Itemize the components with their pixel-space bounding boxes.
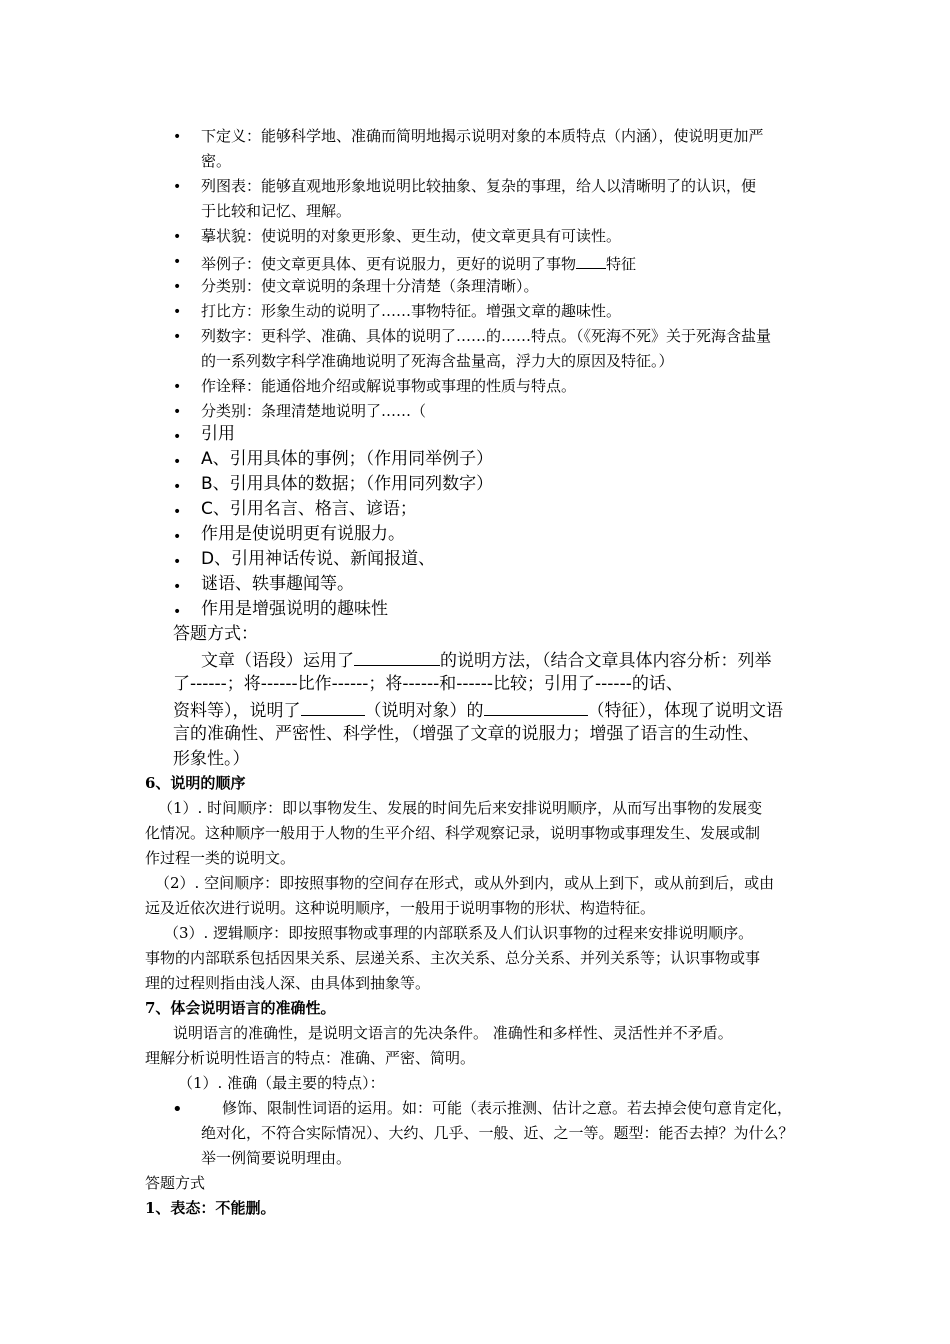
fill-blank <box>301 701 365 716</box>
answer-format-line4: 言的准确性、严密性、科学性，（增强了文章的说服力；增强了语言的生动性、 <box>173 724 760 744</box>
bullet-dot: • <box>173 404 182 420</box>
section7-bullet-line2: 绝对化，不符合实际情况）、大约、几乎、一般、近、之一等。题型：能否去掉？为什么？ <box>201 1124 794 1142</box>
bullet-dot: • <box>173 304 182 320</box>
answer-format-line2: 了------；将------比作------；将------和------比较；引用了------的话、 <box>173 674 683 694</box>
method-annotate: 作诠释：能通俗地介绍或解说事物或事理的性质与特点。 <box>201 377 577 395</box>
quote-b: B、引用具体的数据；（作用同列数字） <box>201 474 494 494</box>
section7-subheading: （1）. 准确（最主要的特点）： <box>178 1074 385 1092</box>
bullet-dot: • <box>173 554 182 570</box>
section6-logic-line1: （3）. 逻辑顺序：即按照事物或事理的内部联系及人们认识事物的过程来安排说明顺序。 <box>164 924 754 942</box>
method-describe: 摹状貌：使说明的对象更形象、更生动，使文章更具有可读性。 <box>201 227 622 245</box>
answer-format-label: 答题方式： <box>173 624 258 644</box>
bullet-dot: • <box>172 1099 183 1120</box>
section7-bullet-line1: 修饰、限制性词语的运用。如：可能（表示推测、估计之意。若去掉会使句意肯定化， <box>222 1099 793 1117</box>
bullet-dot: • <box>173 329 182 345</box>
method-numbers-line1: 列数字：更科学、准确、具体的说明了……的……特点。（《死海不死》关于死海含盐量 <box>201 327 772 345</box>
fill-blank <box>576 254 606 269</box>
answer-format-line1: 文章（语段）运用了 的说明方法，（结合文章具体内容分析：列举 <box>201 651 772 671</box>
answer-format-line5: 形象性。） <box>173 749 250 769</box>
section7-intro-line2: 理解分析说明性语言的特点：准确、严密、简明。 <box>145 1049 476 1067</box>
bullet-dot: • <box>173 504 182 520</box>
method-classify-2: 分类别：条理清楚地说明了……（ <box>201 402 427 420</box>
answer-method-label: 答题方式 <box>145 1174 206 1192</box>
answer-step-1: 1、表态：不能删。 <box>145 1199 276 1217</box>
section7-heading: 7、体会说明语言的准确性。 <box>145 999 336 1017</box>
method-numbers-line2: 的一系列数字科学准确地说明了死海含盐量高，浮力大的原因及特征。） <box>201 352 674 370</box>
method-classify: 分类别：使文章说明的条理十分清楚（条理清晰）。 <box>201 277 539 295</box>
quote-c-effect: 作用是使说明更有说服力。 <box>201 524 405 544</box>
section6-time-line3: 作过程一类的说明文。 <box>145 849 296 867</box>
bullet-dot: • <box>173 254 182 270</box>
bullet-dot: • <box>173 529 182 545</box>
quote-d: D、引用神话传说、新闻报道、 <box>201 549 436 569</box>
section6-heading: 6、说明的顺序 <box>145 774 246 792</box>
section6-logic-line2: 事物的内部联系包括因果关系、层递关系、主次关系、总分关系、并列关系等；认识事物或事 <box>145 949 761 967</box>
quote-c: C、引用名言、格言、谚语； <box>201 499 417 519</box>
section6-space-line2: 远及近依次进行说明。这种说明顺序，一般用于说明事物的形状、构造特征。 <box>145 899 656 917</box>
section6-logic-line3: 理的过程则指由浅人深、由具体到抽象等。 <box>145 974 431 992</box>
section7-bullet-line3: 举一例简要说明理由。 <box>201 1149 352 1167</box>
fill-blank <box>484 701 588 716</box>
answer-format-line3: 资料等），说明了 （说明对象）的 （特征），体现了说明文语 <box>173 701 783 721</box>
method-example: 举例子：使文章更具体、更有说服力，更好的说明了事物 特征 <box>201 255 637 273</box>
method-chart-line1: 列图表：能够直观地形象地说明比较抽象、复杂的事理，给人以清晰明了的认识，便 <box>201 177 757 195</box>
quote-d-effect: 作用是增强说明的趣味性 <box>201 599 388 619</box>
bullet-dot: • <box>173 229 182 245</box>
bullet-dot: • <box>173 479 182 495</box>
quote-a: A、引用具体的事例；（作用同举例子） <box>201 449 494 469</box>
section6-space-line1: （2）. 空间顺序：即按照事物的空间存在形式，或从外到内，或从上到下，或从前到后，或由 <box>155 874 775 892</box>
section7-intro-line1: 说明语言的准确性，是说明文语言的先决条件。 准确性和多样性、灵活性并不矛盾。 <box>173 1024 733 1042</box>
section6-time-line2: 化情况。这种顺序一般用于人物的生平介绍、科学观察记录，说明事物或事理发生、发展或制 <box>145 824 761 842</box>
bullet-dot: • <box>173 579 182 595</box>
bullet-dot: • <box>173 379 182 395</box>
bullet-dot: • <box>173 604 182 620</box>
method-analogy: 打比方：形象生动的说明了……事物特征。增强文章的趣味性。 <box>201 302 622 320</box>
bullet-dot: • <box>173 279 182 295</box>
quote-title: 引用 <box>201 424 235 444</box>
method-definition-line2: 密。 <box>201 152 232 170</box>
method-chart-line2: 于比较和记忆、理解。 <box>201 202 352 220</box>
method-definition-line1: 下定义：能够科学地、准确而简明地揭示说明对象的本质特点（内涵），使说明更加严 <box>201 127 764 145</box>
bullet-dot: • <box>173 129 182 145</box>
bullet-dot: • <box>173 179 182 195</box>
bullet-dot: • <box>173 454 182 470</box>
bullet-dot: • <box>173 429 182 445</box>
quote-d-cont: 谜语、轶事趣闻等。 <box>201 574 354 594</box>
fill-blank <box>354 651 440 666</box>
section6-time-line1: （1）. 时间顺序：即以事物发生、发展的时间先后来安排说明顺序，从而写出事物的发展变 <box>158 799 763 817</box>
